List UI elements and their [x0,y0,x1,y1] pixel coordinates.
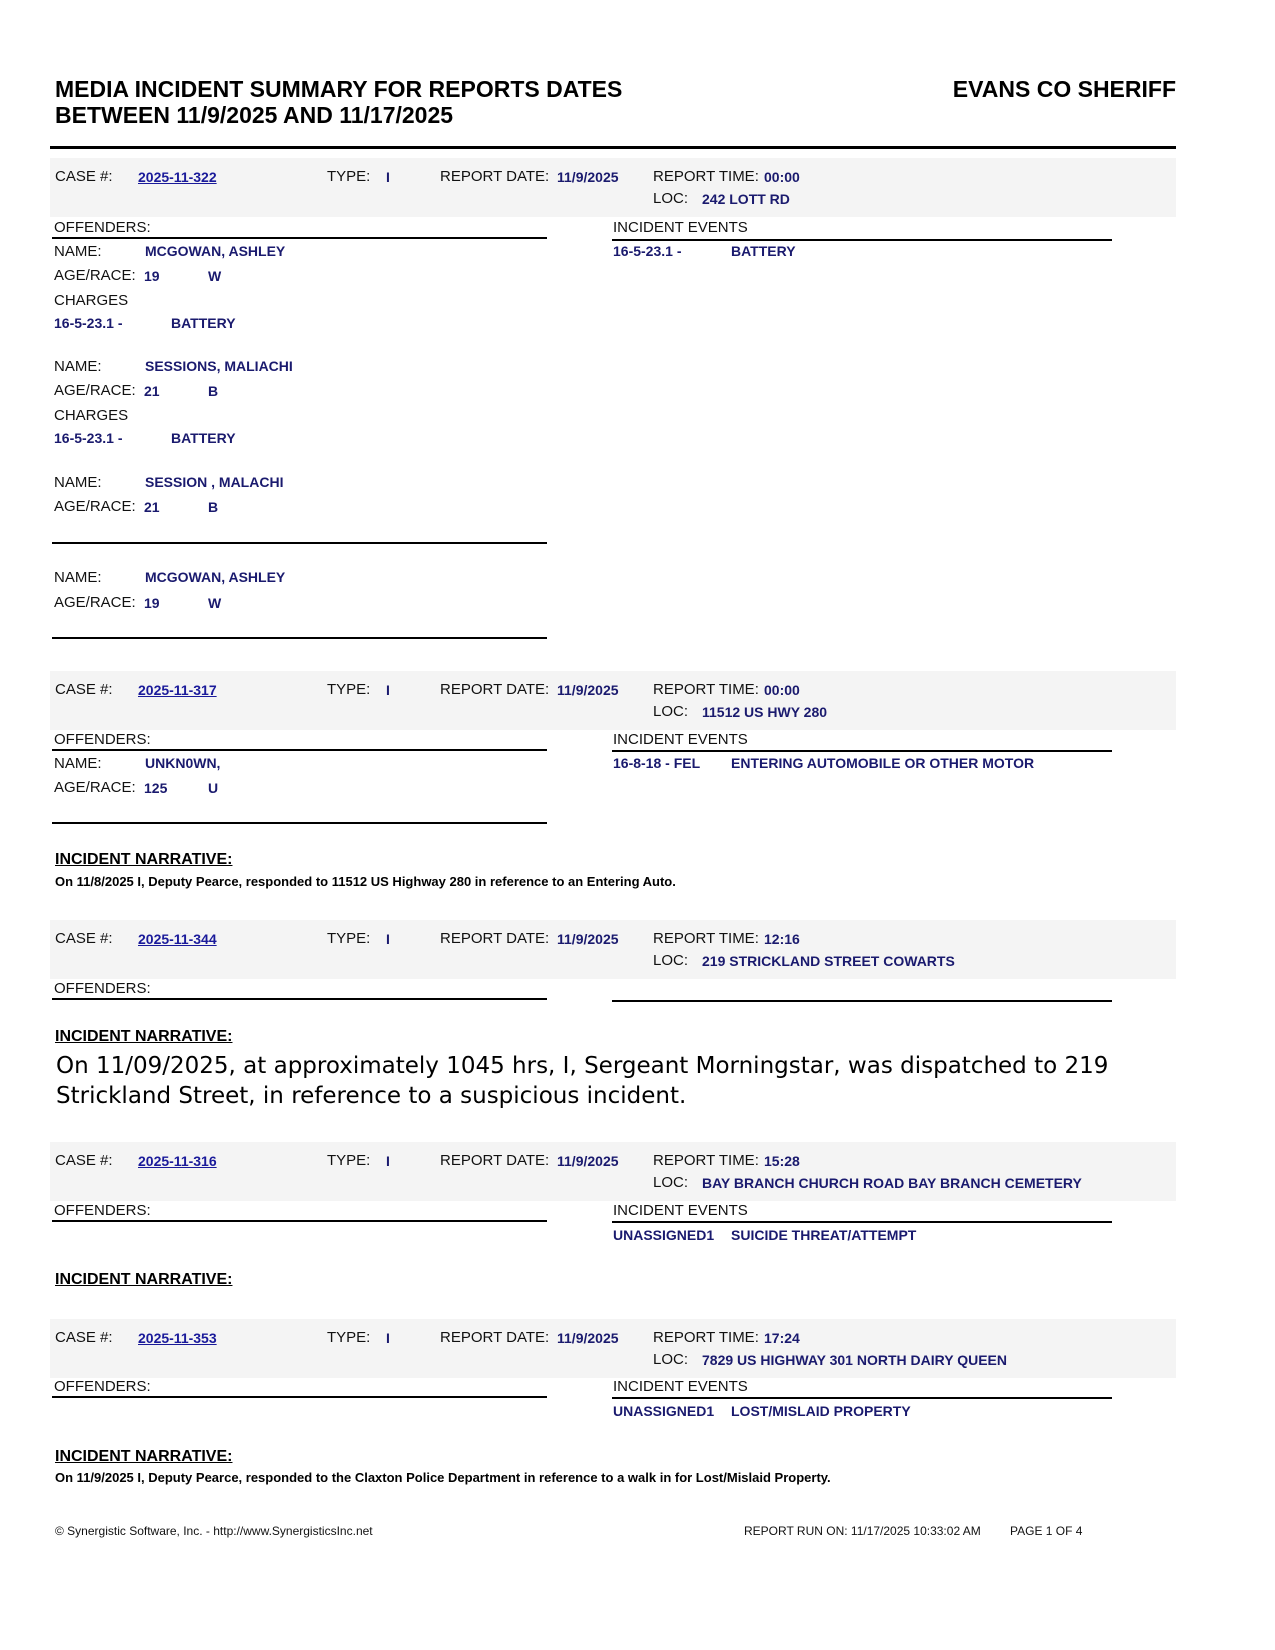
incident-narrative-heading: INCIDENT NARRATIVE: [55,1448,233,1465]
loc-value: 7829 US HIGHWAY 301 NORTH DAIRY QUEEN [702,1352,1007,1368]
case-number-link[interactable]: 2025-11-353 [138,1330,217,1346]
case-header-band [50,1142,1176,1201]
events-divider [612,1221,1112,1223]
report-time-label: REPORT TIME: [653,930,759,947]
offender-age: 21 [144,499,160,515]
charge-description: BATTERY [171,430,236,446]
name-label: NAME: [54,243,102,260]
report-date-label: REPORT DATE: [440,1152,550,1169]
case-number-link[interactable]: 2025-11-322 [138,169,217,185]
case-number-link[interactable]: 2025-11-344 [138,931,217,947]
report-time-value: 12:16 [764,931,800,947]
offender-age: 21 [144,383,160,399]
name-label: NAME: [54,358,102,375]
footer-copyright: © Synergistic Software, Inc. - http://www.SynergisticsInc.net [55,1524,373,1538]
age-race-label: AGE/RACE: [54,498,136,515]
events-divider [612,1000,1112,1002]
agency-name: EVANS CO SHERIFF [952,76,1176,102]
report-time-value: 17:24 [764,1330,800,1346]
report-date-value: 11/9/2025 [557,1153,619,1169]
type-label: TYPE: [327,681,371,698]
loc-label: LOC: [653,1174,689,1191]
offender-age: 19 [144,595,160,611]
type-label: TYPE: [327,1152,371,1169]
offenders-divider [52,237,547,239]
loc-label: LOC: [653,1351,689,1368]
event-code: 16-8-18 - FEL [613,755,701,771]
offender-name: SESSION , MALACHI [145,474,284,490]
report-title [55,76,622,128]
age-race-label: AGE/RACE: [54,779,136,796]
incident-narrative-text: On 11/09/2025, at approximately 1045 hrs, I, Sergeant Morningstar, was dispatched to 219 Strickland Street, in reference to a suspicious incident. [56,1053,1109,1109]
events-divider [612,239,1112,241]
event-code: 16-5-23.1 - [613,243,682,259]
event-code: UNASSIGNED1 [613,1403,715,1419]
report-date-label: REPORT DATE: [440,1329,550,1346]
events-divider [612,750,1112,752]
events-divider [612,1397,1112,1399]
offender-name: SESSIONS, MALIACHI [145,358,293,374]
charge-code: 16-5-23.1 - [54,430,123,446]
charge-description: BATTERY [171,315,236,331]
offenders-label: OFFENDERS: [54,1378,151,1395]
age-race-label: AGE/RACE: [54,382,136,399]
report-time-label: REPORT TIME: [653,1152,759,1169]
offenders-divider [52,1220,547,1222]
offenders-label: OFFENDERS: [54,980,151,997]
offender-race: W [208,595,222,611]
case-number-link[interactable]: 2025-11-317 [138,682,217,698]
report-time-label: REPORT TIME: [653,168,759,185]
report-time-value: 00:00 [764,169,800,185]
name-label: NAME: [54,755,102,772]
report-time-value: 15:28 [764,1153,800,1169]
loc-value: 242 LOTT RD [702,191,790,207]
offenders-label: OFFENDERS: [54,731,151,748]
event-code: UNASSIGNED1 [613,1227,715,1243]
report-time-label: REPORT TIME: [653,1329,759,1346]
loc-label: LOC: [653,703,689,720]
incident-events-label: INCIDENT EVENTS [613,731,748,748]
incident-narrative-text: On 11/8/2025 I, Deputy Pearce, responded to 11512 US Highway 280 in reference to an Entering Auto. [55,874,676,889]
type-value: I [386,1153,390,1169]
report-date-value: 11/9/2025 [557,931,619,947]
age-race-label: AGE/RACE: [54,267,136,284]
type-value: I [386,1330,390,1346]
case-label: CASE #: [55,168,113,185]
name-label: NAME: [54,569,102,586]
incident-narrative-text: On 11/9/2025 I, Deputy Pearce, responded to the Claxton Police Department in reference to a walk in for Lost/Mislaid Property. [55,1470,831,1485]
report-date-label: REPORT DATE: [440,681,550,698]
offenders-label: OFFENDERS: [54,1202,151,1219]
case-header-band [50,158,1176,217]
loc-value: 219 STRICKLAND STREET COWARTS [702,953,955,969]
type-label: TYPE: [327,168,371,185]
case-label: CASE #: [55,681,113,698]
offender-name: MCGOWAN, ASHLEY [145,569,286,585]
offender-divider [52,822,547,824]
loc-value: 11512 US HWY 280 [702,704,828,720]
offender-race: U [208,780,219,796]
case-number-link[interactable]: 2025-11-316 [138,1153,217,1169]
event-description: LOST/MISLAID PROPERTY [731,1403,911,1419]
incident-events-label: INCIDENT EVENTS [613,1202,748,1219]
incident-events-label: INCIDENT EVENTS [613,219,748,236]
offender-divider [52,542,547,544]
footer-page-number: PAGE 1 OF 4 [1010,1524,1083,1538]
footer-report-run: REPORT RUN ON: 11/17/2025 10:33:02 AM [744,1524,981,1538]
case-header-band [50,671,1176,730]
report-date-label: REPORT DATE: [440,930,550,947]
offender-race: B [208,499,219,515]
report-title-line1: MEDIA INCIDENT SUMMARY FOR REPORTS DATES [55,76,623,102]
offenders-label: OFFENDERS: [54,219,151,236]
report-date-label: REPORT DATE: [440,168,550,185]
header-divider [50,146,1176,149]
incident-narrative-heading: INCIDENT NARRATIVE: [55,851,233,868]
case-header-band [50,1319,1176,1378]
offender-age: 125 [144,780,168,796]
loc-label: LOC: [653,190,689,207]
report-date-value: 11/9/2025 [557,169,619,185]
offender-race: W [208,268,222,284]
offender-divider [52,637,547,639]
charge-code: 16-5-23.1 - [54,315,123,331]
event-description: BATTERY [731,243,796,259]
offender-name: UNKN0WN, [145,755,221,771]
incident-narrative-heading: INCIDENT NARRATIVE: [55,1028,233,1045]
age-race-label: AGE/RACE: [54,594,136,611]
event-description: SUICIDE THREAT/ATTEMPT [731,1227,917,1243]
case-header-band [50,920,1176,979]
charges-label: CHARGES [54,292,129,309]
charges-label: CHARGES [54,407,129,424]
loc-label: LOC: [653,952,689,969]
offenders-divider [52,749,547,751]
case-label: CASE #: [55,1152,113,1169]
event-description: ENTERING AUTOMOBILE OR OTHER MOTOR [731,755,1035,771]
incident-events-label: INCIDENT EVENTS [613,1378,748,1395]
report-title-line2: BETWEEN 11/9/2025 AND 11/17/2025 [55,102,454,128]
case-label: CASE #: [55,1329,113,1346]
case-label: CASE #: [55,930,113,947]
name-label: NAME: [54,474,102,491]
type-label: TYPE: [327,1329,371,1346]
offender-race: B [208,383,219,399]
report-time-label: REPORT TIME: [653,681,759,698]
report-date-value: 11/9/2025 [557,1330,619,1346]
offender-age: 19 [144,268,160,284]
offender-name: MCGOWAN, ASHLEY [145,243,286,259]
type-label: TYPE: [327,930,371,947]
loc-value: BAY BRANCH CHURCH ROAD BAY BRANCH CEMETERY [702,1175,1082,1191]
report-time-value: 00:00 [764,682,800,698]
type-value: I [386,931,390,947]
report-date-value: 11/9/2025 [557,682,619,698]
type-value: I [386,169,390,185]
offenders-divider [52,1396,547,1398]
type-value: I [386,682,390,698]
offenders-divider [52,998,547,1000]
incident-narrative-heading: INCIDENT NARRATIVE: [55,1271,233,1288]
